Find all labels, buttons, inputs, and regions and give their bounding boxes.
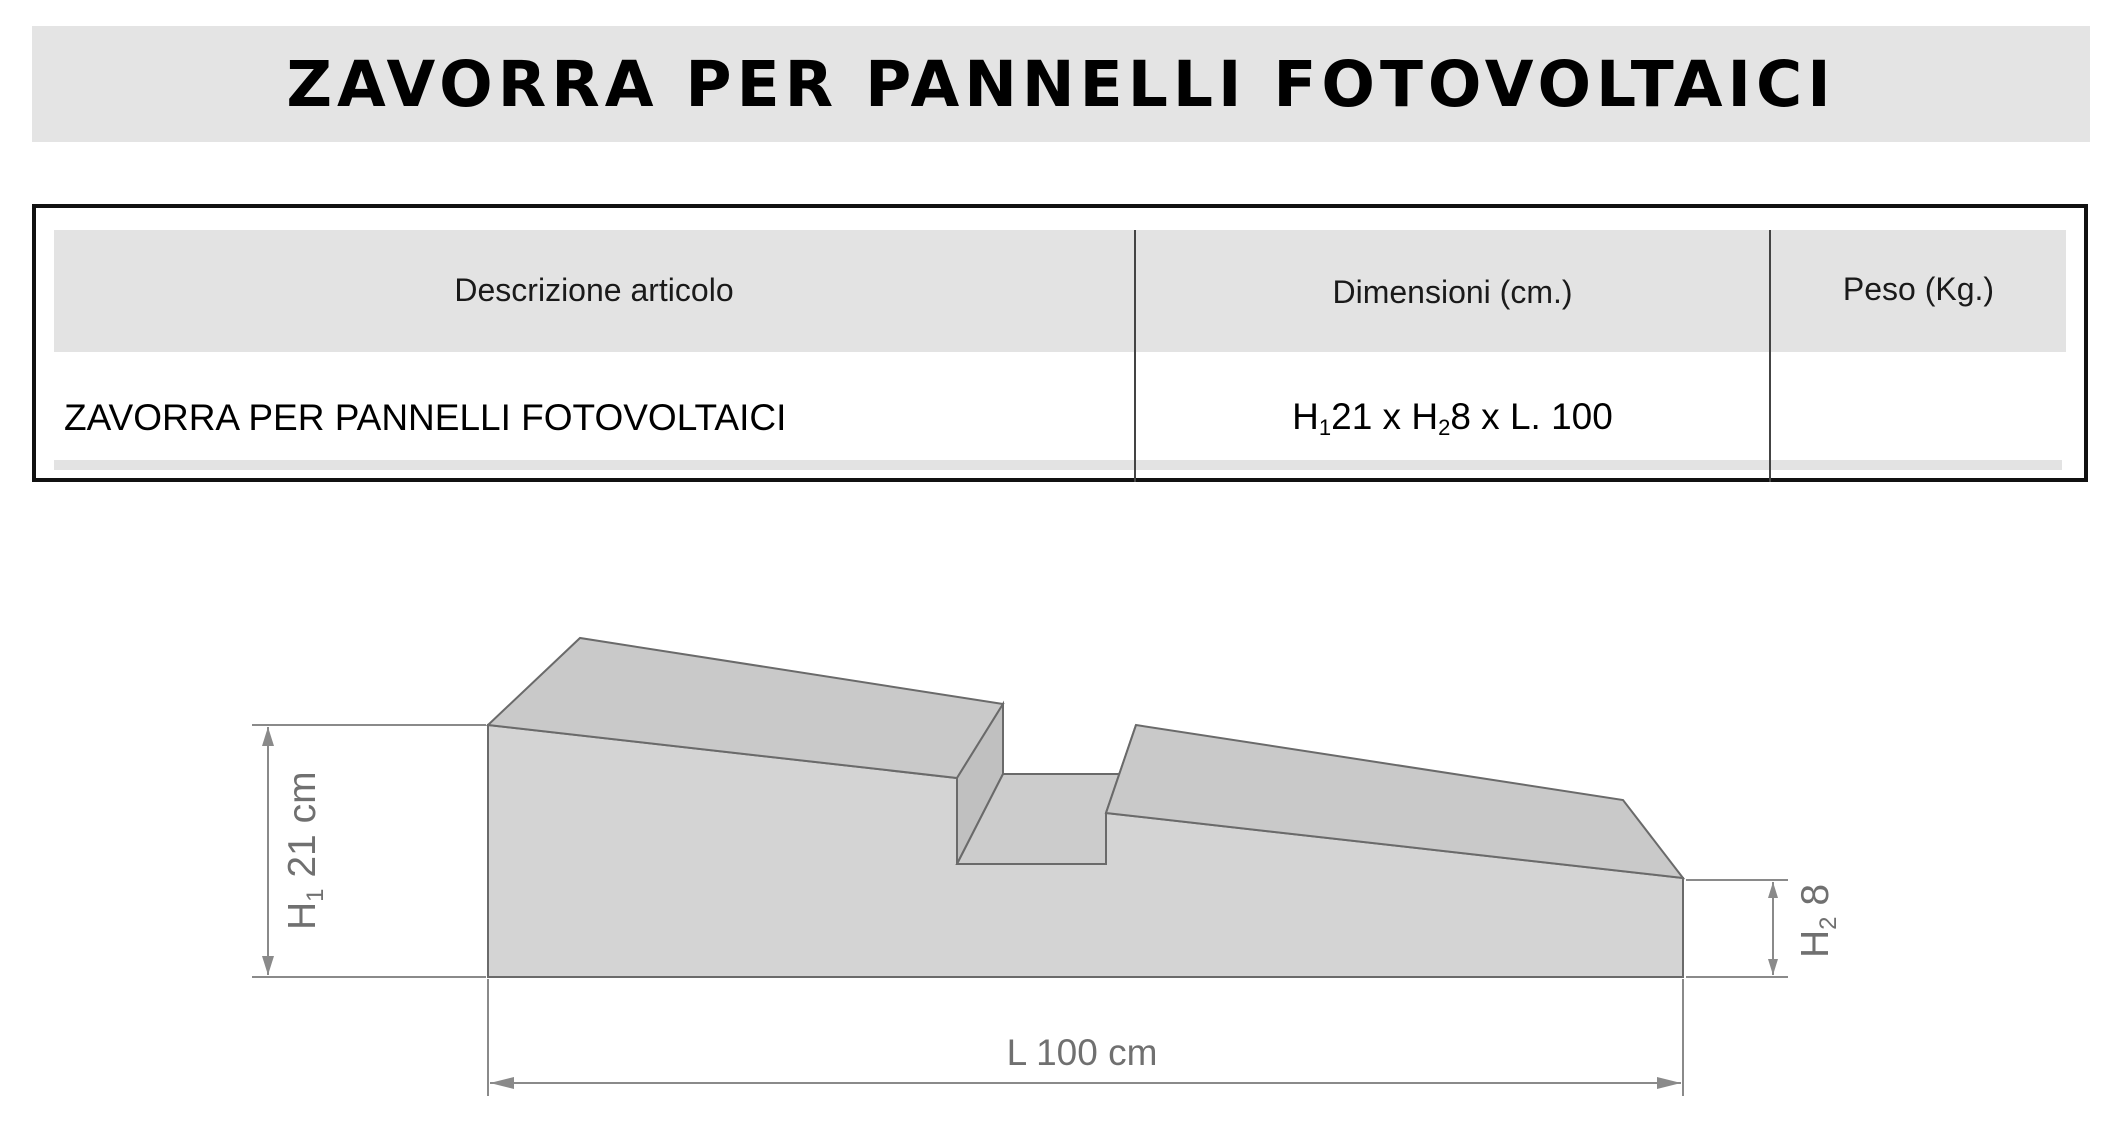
header-weight: Peso (Kg.): [1842, 270, 1995, 307]
arrow-down-icon: [262, 956, 274, 975]
arrow-up-icon: [1768, 882, 1778, 898]
arrow-right-icon: [1657, 1077, 1681, 1089]
length-dimension-label: L 100 cm: [1006, 1032, 1158, 1073]
arrow-down-icon: [1768, 959, 1778, 975]
header-description: Descrizione articolo: [454, 271, 734, 308]
arrow-left-icon: [490, 1077, 514, 1089]
header-dimensions: Dimensioni (cm.): [1332, 273, 1573, 310]
row-description: ZAVORRA PER PANNELLI FOTOVOLTAICI: [64, 397, 787, 438]
h1-dimension-label: $H_1$ 21 cm: [281, 771, 329, 930]
spec-table: [32, 204, 2088, 482]
ballast-drawing: [0, 560, 2121, 1145]
row-dimensions: $H_121$ x $H_28$ x L. 100: [1292, 395, 1613, 440]
h2-dimension-label: $H_2$ 8: [1794, 883, 1842, 958]
title-band: [32, 26, 2090, 142]
page-title: ZAVORRA PER PANNELLI FOTOVOLTAICI: [286, 47, 1836, 121]
table-bottom-strip: [54, 460, 2062, 470]
row-weight: [1771, 388, 2066, 448]
arrow-up-icon: [262, 727, 274, 746]
